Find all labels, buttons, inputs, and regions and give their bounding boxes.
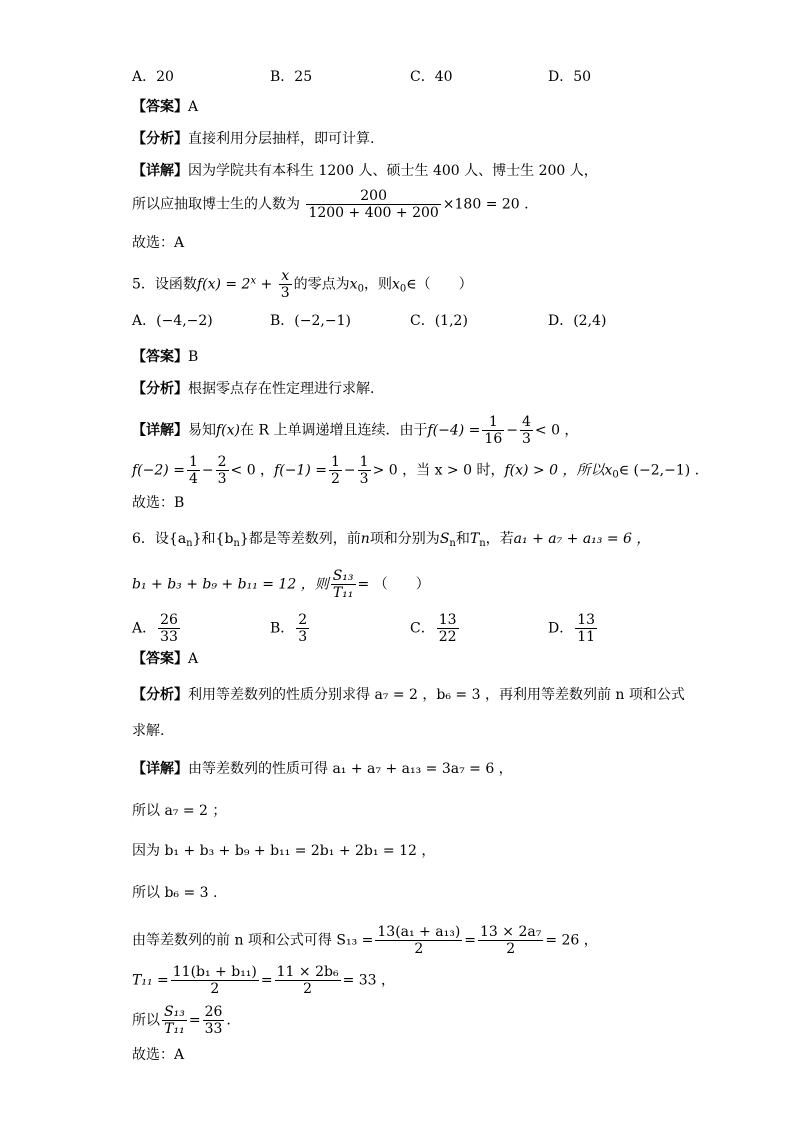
q6-option-d xyxy=(548,612,599,645)
fraction xyxy=(171,964,259,997)
q6-detail-line-2: 所以 a₇ = 2 ； xyxy=(132,803,227,819)
analysis-tag: 【分析】 xyxy=(132,131,188,147)
fraction-denominator: 3 xyxy=(359,471,369,487)
math-var: T xyxy=(469,531,480,547)
q5-detail-line-1 xyxy=(132,414,578,447)
fraction xyxy=(520,414,533,447)
q6-detail-line-7 xyxy=(132,1004,231,1037)
fraction-denominator: T₁₁ xyxy=(164,1021,185,1037)
fraction-numerator: 26 xyxy=(204,1004,223,1020)
fraction-denominator: 22 xyxy=(438,629,457,645)
fraction xyxy=(358,454,371,487)
fraction-numerator: 13 xyxy=(438,612,457,628)
stem-text: 6．设{a xyxy=(132,531,187,547)
fraction-numerator: 13 × 2a₇ xyxy=(480,924,542,940)
math-op: − xyxy=(506,422,518,439)
analysis-tag: 【分析】 xyxy=(132,687,188,703)
fraction-numerator: x xyxy=(279,268,292,285)
fraction-numerator: 4 xyxy=(521,414,531,430)
fraction-denominator: 3 xyxy=(521,431,531,447)
q6-analysis-line-2: 求解. xyxy=(132,723,165,739)
q5-answer xyxy=(132,348,198,366)
q6-detail-line-6 xyxy=(132,964,395,997)
q6-option-a xyxy=(132,612,182,645)
math-op: = xyxy=(464,932,477,949)
math-sub: n xyxy=(449,538,456,549)
answer-value: A xyxy=(188,99,199,115)
fraction-numerator: S₁₃ xyxy=(332,568,354,584)
q6-detail-line-4: 所以 b₆ = 3 . xyxy=(132,885,218,901)
stem-text: }和{b xyxy=(192,531,234,547)
detail-text: 易知 xyxy=(188,422,216,439)
math-var: S xyxy=(439,531,450,547)
detail-text: > 0 ，当 x > 0 时， xyxy=(372,462,505,479)
math-var: x xyxy=(604,462,613,479)
fraction-denominator: 2 xyxy=(506,941,516,957)
fraction-denominator: 4 xyxy=(188,471,198,487)
math-var: n xyxy=(360,531,370,547)
q6-stem-line-2 xyxy=(132,568,430,601)
math-var: x xyxy=(391,276,400,293)
detail-text: 在 R 上单调递增且连续．由于 xyxy=(240,422,428,439)
q6-answer xyxy=(132,650,198,668)
fraction-numerator: 1 xyxy=(331,454,340,470)
option-label: D． xyxy=(548,620,574,637)
math-op: − xyxy=(201,462,214,479)
math-sup: x xyxy=(250,275,257,287)
q5-option-b: B．(−2,−1) xyxy=(270,313,351,329)
fraction-denominator: 2 xyxy=(210,981,220,997)
fraction-denominator: 33 xyxy=(204,1021,223,1037)
answer-value: A xyxy=(188,651,199,667)
option-label: B． xyxy=(270,620,295,637)
detail-text: 由等差数列的性质可得 a₁ + a₇ + a₁₃ = 3a₇ = 6 ， xyxy=(188,761,513,777)
fraction xyxy=(279,268,292,301)
q6-detail-line-3: 因为 b₁ + b₃ + b₉ + b₁₁ = 2b₁ + 2b₁ = 12 ， xyxy=(132,843,436,859)
q5-option-a: A．(−4,−2) xyxy=(132,313,213,329)
fraction-numerator: 13(a₁ + a₁₃) xyxy=(377,924,461,940)
fraction-denominator: 3 xyxy=(217,471,227,487)
math-sub: n xyxy=(186,538,193,549)
math-sub: n xyxy=(479,538,486,549)
q6-detail-line-1 xyxy=(132,760,513,778)
math-expr: T₁₁ = xyxy=(132,972,169,989)
stem-text: ，若 xyxy=(485,531,514,547)
detail-text: < 0 ， xyxy=(534,422,579,439)
q4-choose: 故选：A xyxy=(132,235,185,251)
detail-text: < 0 ， xyxy=(230,462,275,479)
math-expr: b₁ + b₃ + b₉ + b₁₁ = 12 ，则 xyxy=(132,576,329,593)
analysis-text: 根据零点存在性定理进行求解. xyxy=(188,381,375,397)
math-op: − xyxy=(343,462,356,479)
stem-text: }都是等差数列，前 xyxy=(239,531,361,547)
detail-tag: 【详解】 xyxy=(132,761,188,777)
math-sub: 0 xyxy=(399,283,407,295)
q5-stem xyxy=(132,268,473,301)
q4-answer xyxy=(132,98,198,116)
q5-analysis xyxy=(132,380,374,398)
detail-text: 因为学院共有本科生 1200 人、硕士生 400 人、博士生 200 人， xyxy=(188,163,598,179)
fraction-numerator: 2 xyxy=(217,454,227,470)
fraction-denominator: 16 xyxy=(484,431,503,447)
fraction-denominator: 2 xyxy=(414,941,424,957)
q6-stem-line-1 xyxy=(132,530,650,553)
fraction-numerator: 11(b₁ + b₁₁) xyxy=(172,964,257,980)
math-sub: 0 xyxy=(612,469,619,481)
q6-option-c xyxy=(410,612,461,645)
fraction-numerator: 13 xyxy=(577,612,596,628)
math-sub: n xyxy=(233,538,240,549)
q5-choose: 故选：B xyxy=(132,495,185,511)
stem-text: 项和分别为 xyxy=(369,531,440,547)
fraction-denominator: 2 xyxy=(331,471,340,487)
fraction xyxy=(306,188,440,221)
fraction-numerator: 1 xyxy=(188,454,198,470)
fraction xyxy=(331,568,356,601)
math-op: = xyxy=(188,1012,201,1029)
stem-text: 的零点为 xyxy=(293,276,350,293)
detail-text: ×180 = 20 . xyxy=(442,196,529,213)
fraction xyxy=(329,454,342,487)
q4-analysis xyxy=(132,130,374,148)
fraction-numerator: S₁₃ xyxy=(164,1004,185,1020)
detail-text: 由等差数列的前 n 项和公式可得 S₁₃ = xyxy=(132,932,374,949)
detail-text: 所以应抽取博士生的人数为 xyxy=(132,196,300,213)
detail-text: = 26 ， xyxy=(545,932,598,949)
stem-text: = （ ） xyxy=(357,576,430,593)
fraction xyxy=(203,1004,225,1037)
math-op: = xyxy=(260,972,273,989)
q6-analysis-line-1 xyxy=(132,686,685,704)
fraction xyxy=(482,414,504,447)
detail-text: . xyxy=(226,1012,231,1029)
fraction xyxy=(162,1004,187,1037)
fraction xyxy=(158,612,180,645)
answer-value: B xyxy=(188,349,199,365)
q4-option-b: B．25 xyxy=(270,69,313,85)
stem-text: ∈（ ） xyxy=(406,276,473,293)
answer-tag: 【答案】 xyxy=(132,349,188,365)
q5-option-c: C．(1,2) xyxy=(410,313,468,329)
math-expr: f(x) > 0 ，所以 xyxy=(504,462,605,479)
fraction-numerator: 1 xyxy=(482,414,504,431)
q5-detail-line-2 xyxy=(132,454,699,487)
fraction-denominator: 2 xyxy=(303,981,313,997)
answer-tag: 【答案】 xyxy=(132,99,188,115)
detail-text: = 33 ， xyxy=(342,972,396,989)
q4-detail-line-1 xyxy=(132,162,598,180)
fraction xyxy=(478,924,543,957)
fraction-numerator: 2 xyxy=(298,612,308,628)
q6-detail-line-5 xyxy=(132,924,598,957)
math-expr: f(x) = 2 xyxy=(196,276,251,293)
math-op: + xyxy=(256,276,277,293)
q4-detail-line-2 xyxy=(132,188,529,221)
detail-tag: 【详解】 xyxy=(132,422,188,439)
fraction xyxy=(216,454,229,487)
detail-text: ∈ (−2,−1) . xyxy=(618,462,700,479)
math-expr: f(−2) = xyxy=(132,462,185,479)
fraction-denominator: 1200 + 400 + 200 xyxy=(308,205,439,221)
analysis-text: 利用等差数列的性质分别求得 a₇ = 2 ，b₆ = 3 ，再利用等差数列前 n 项和公式 xyxy=(188,687,685,703)
fraction-numerator: 200 xyxy=(306,188,440,205)
fraction-denominator: 33 xyxy=(160,629,178,645)
option-label: A． xyxy=(132,620,157,637)
stem-text: 和 xyxy=(455,531,470,547)
fraction-denominator: 3 xyxy=(298,629,308,645)
q4-option-a: A．20 xyxy=(132,69,174,85)
stem-text: ，则 xyxy=(363,276,392,293)
fraction-numerator: 11 × 2b₆ xyxy=(276,964,339,980)
fraction xyxy=(187,454,200,487)
answer-tag: 【答案】 xyxy=(132,651,188,667)
fraction-denominator: 3 xyxy=(280,285,290,301)
math-sub: 0 xyxy=(357,283,364,295)
math-var: x xyxy=(349,276,358,293)
fraction-denominator: 11 xyxy=(577,629,596,645)
q6-option-b xyxy=(270,612,311,645)
option-label: C． xyxy=(410,620,435,637)
math-expr: f(−1) = xyxy=(274,462,327,479)
fraction-numerator: 26 xyxy=(160,612,178,628)
fraction xyxy=(296,612,309,645)
q4-option-c: C．40 xyxy=(410,69,453,85)
q4-option-d: D．50 xyxy=(548,69,592,85)
math-expr: f(x) xyxy=(216,422,241,439)
fraction xyxy=(275,964,341,997)
fraction xyxy=(375,924,462,957)
detail-text: 所以 xyxy=(132,1012,160,1029)
math-expr: f(−4) = xyxy=(427,422,481,439)
q5-option-d: D．(2,4) xyxy=(548,313,607,329)
fraction-numerator: 1 xyxy=(359,454,369,470)
fraction xyxy=(437,612,459,645)
math-expr: a₁ + a₇ + a₁₃ = 6 ， xyxy=(513,531,651,547)
analysis-tag: 【分析】 xyxy=(132,381,188,397)
fraction xyxy=(575,612,597,645)
stem-text: 5．设函数 xyxy=(132,276,197,293)
q6-choose: 故选：A xyxy=(132,1047,185,1063)
fraction-denominator: T₁₁ xyxy=(332,585,354,601)
analysis-text: 直接利用分层抽样，即可计算. xyxy=(188,131,375,147)
detail-tag: 【详解】 xyxy=(132,163,188,179)
